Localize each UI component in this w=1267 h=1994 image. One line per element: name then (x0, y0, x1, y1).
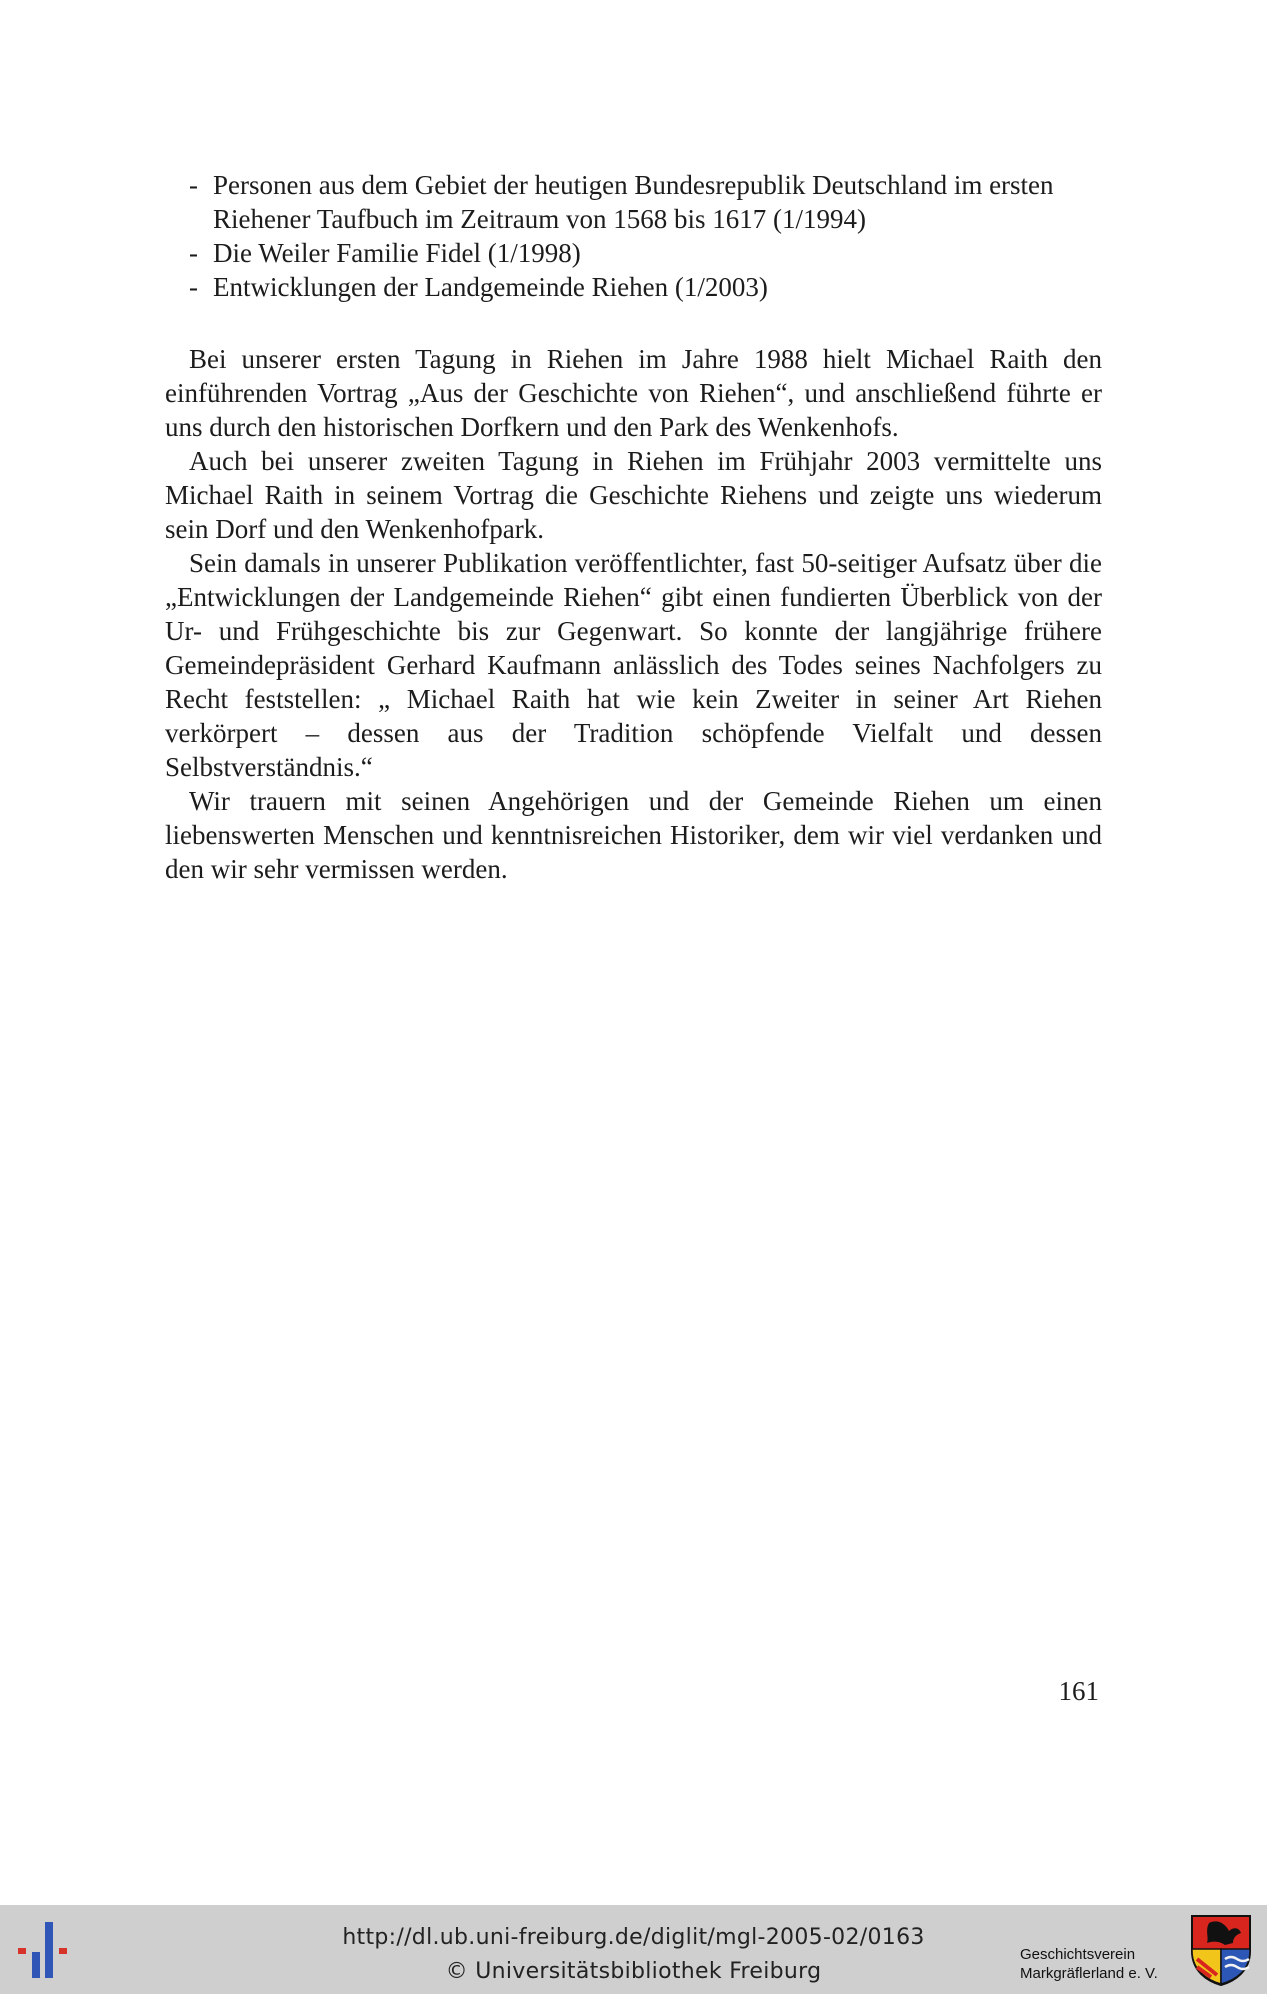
society-crest-icon (1189, 1913, 1253, 1987)
society-name-line: Geschichtsverein (1020, 1946, 1136, 1963)
body-text (165, 342, 1102, 886)
list-item (165, 168, 1102, 236)
list-dash: - (189, 170, 198, 200)
list-item-text: Die Weiler Familie Fidel (1/1998) (213, 238, 581, 268)
footer-bar (0, 1905, 1267, 1994)
list-item (165, 270, 1102, 304)
list-item-text: Personen aus dem Gebiet der heutigen Bundesrepublik Deutschland im ersten (213, 170, 1054, 200)
list-item (165, 236, 1102, 270)
paragraph: Sein damals in unserer Publikation veröffentlichter, fast 50-seitiger Aufsatz über die „Entwicklungen der Landgemeinde Riehen“ gibt einen fundierten Überblick von der Ur- und Frühgeschichte bis zur Gegenwart. So konnte der langjährige frühere Gemeindepräsident Gerhard Kaufmann anlässlich des Todes seines Nachfolgers zu Recht feststellen: „ Michael Raith hat wie kein Zweiter in seiner Art Riehen verkörpert – dessen aus der Tradition schöpfende Vielfalt und dessen Selbstverständnis.“ (165, 548, 1102, 782)
publication-list (165, 168, 1102, 304)
paragraph: Bei unserer ersten Tagung in Riehen im Jahre 1988 hielt Michael Raith den einführenden Vortrag „Aus der Geschichte von Riehen“, und anschließend führte er uns durch den historischen Dorfkern und den Park des Wenkenhofs. (165, 344, 1102, 442)
society-name (1020, 1945, 1158, 1983)
paragraph: Wir trauern mit seinen Angehörigen und der Gemeinde Riehen um einen liebenswerten Menschen und kenntnisreichen Historiker, dem wir viel verdanken und den wir sehr vermissen werden. (165, 786, 1102, 884)
list-item-text: Entwicklungen der Landgemeinde Riehen (1/2003) (213, 272, 768, 302)
list-dash: - (189, 272, 198, 302)
list-dash: - (189, 238, 198, 268)
page-number: 161 (1058, 1676, 1099, 1706)
paragraph: Auch bei unserer zweiten Tagung in Riehen im Frühjahr 2003 vermittelte uns Michael Raith in seinem Vortrag die Geschichte Riehens und zeigte uns wiederum sein Dorf und den Wenkenhofpark. (165, 446, 1102, 544)
list-item-text: Riehener Taufbuch im Zeitraum von 1568 bis 1617 (1/1994) (213, 204, 866, 234)
copyright-notice: © Universitätsbibliothek Freiburg (445, 1959, 822, 1984)
society-name-line: Markgräflerland e. V. (1020, 1965, 1158, 1982)
page-content (165, 168, 1102, 886)
permalink-url[interactable]: http://dl.ub.uni-freiburg.de/diglit/mgl-2005-02/0163 (342, 1925, 925, 1950)
